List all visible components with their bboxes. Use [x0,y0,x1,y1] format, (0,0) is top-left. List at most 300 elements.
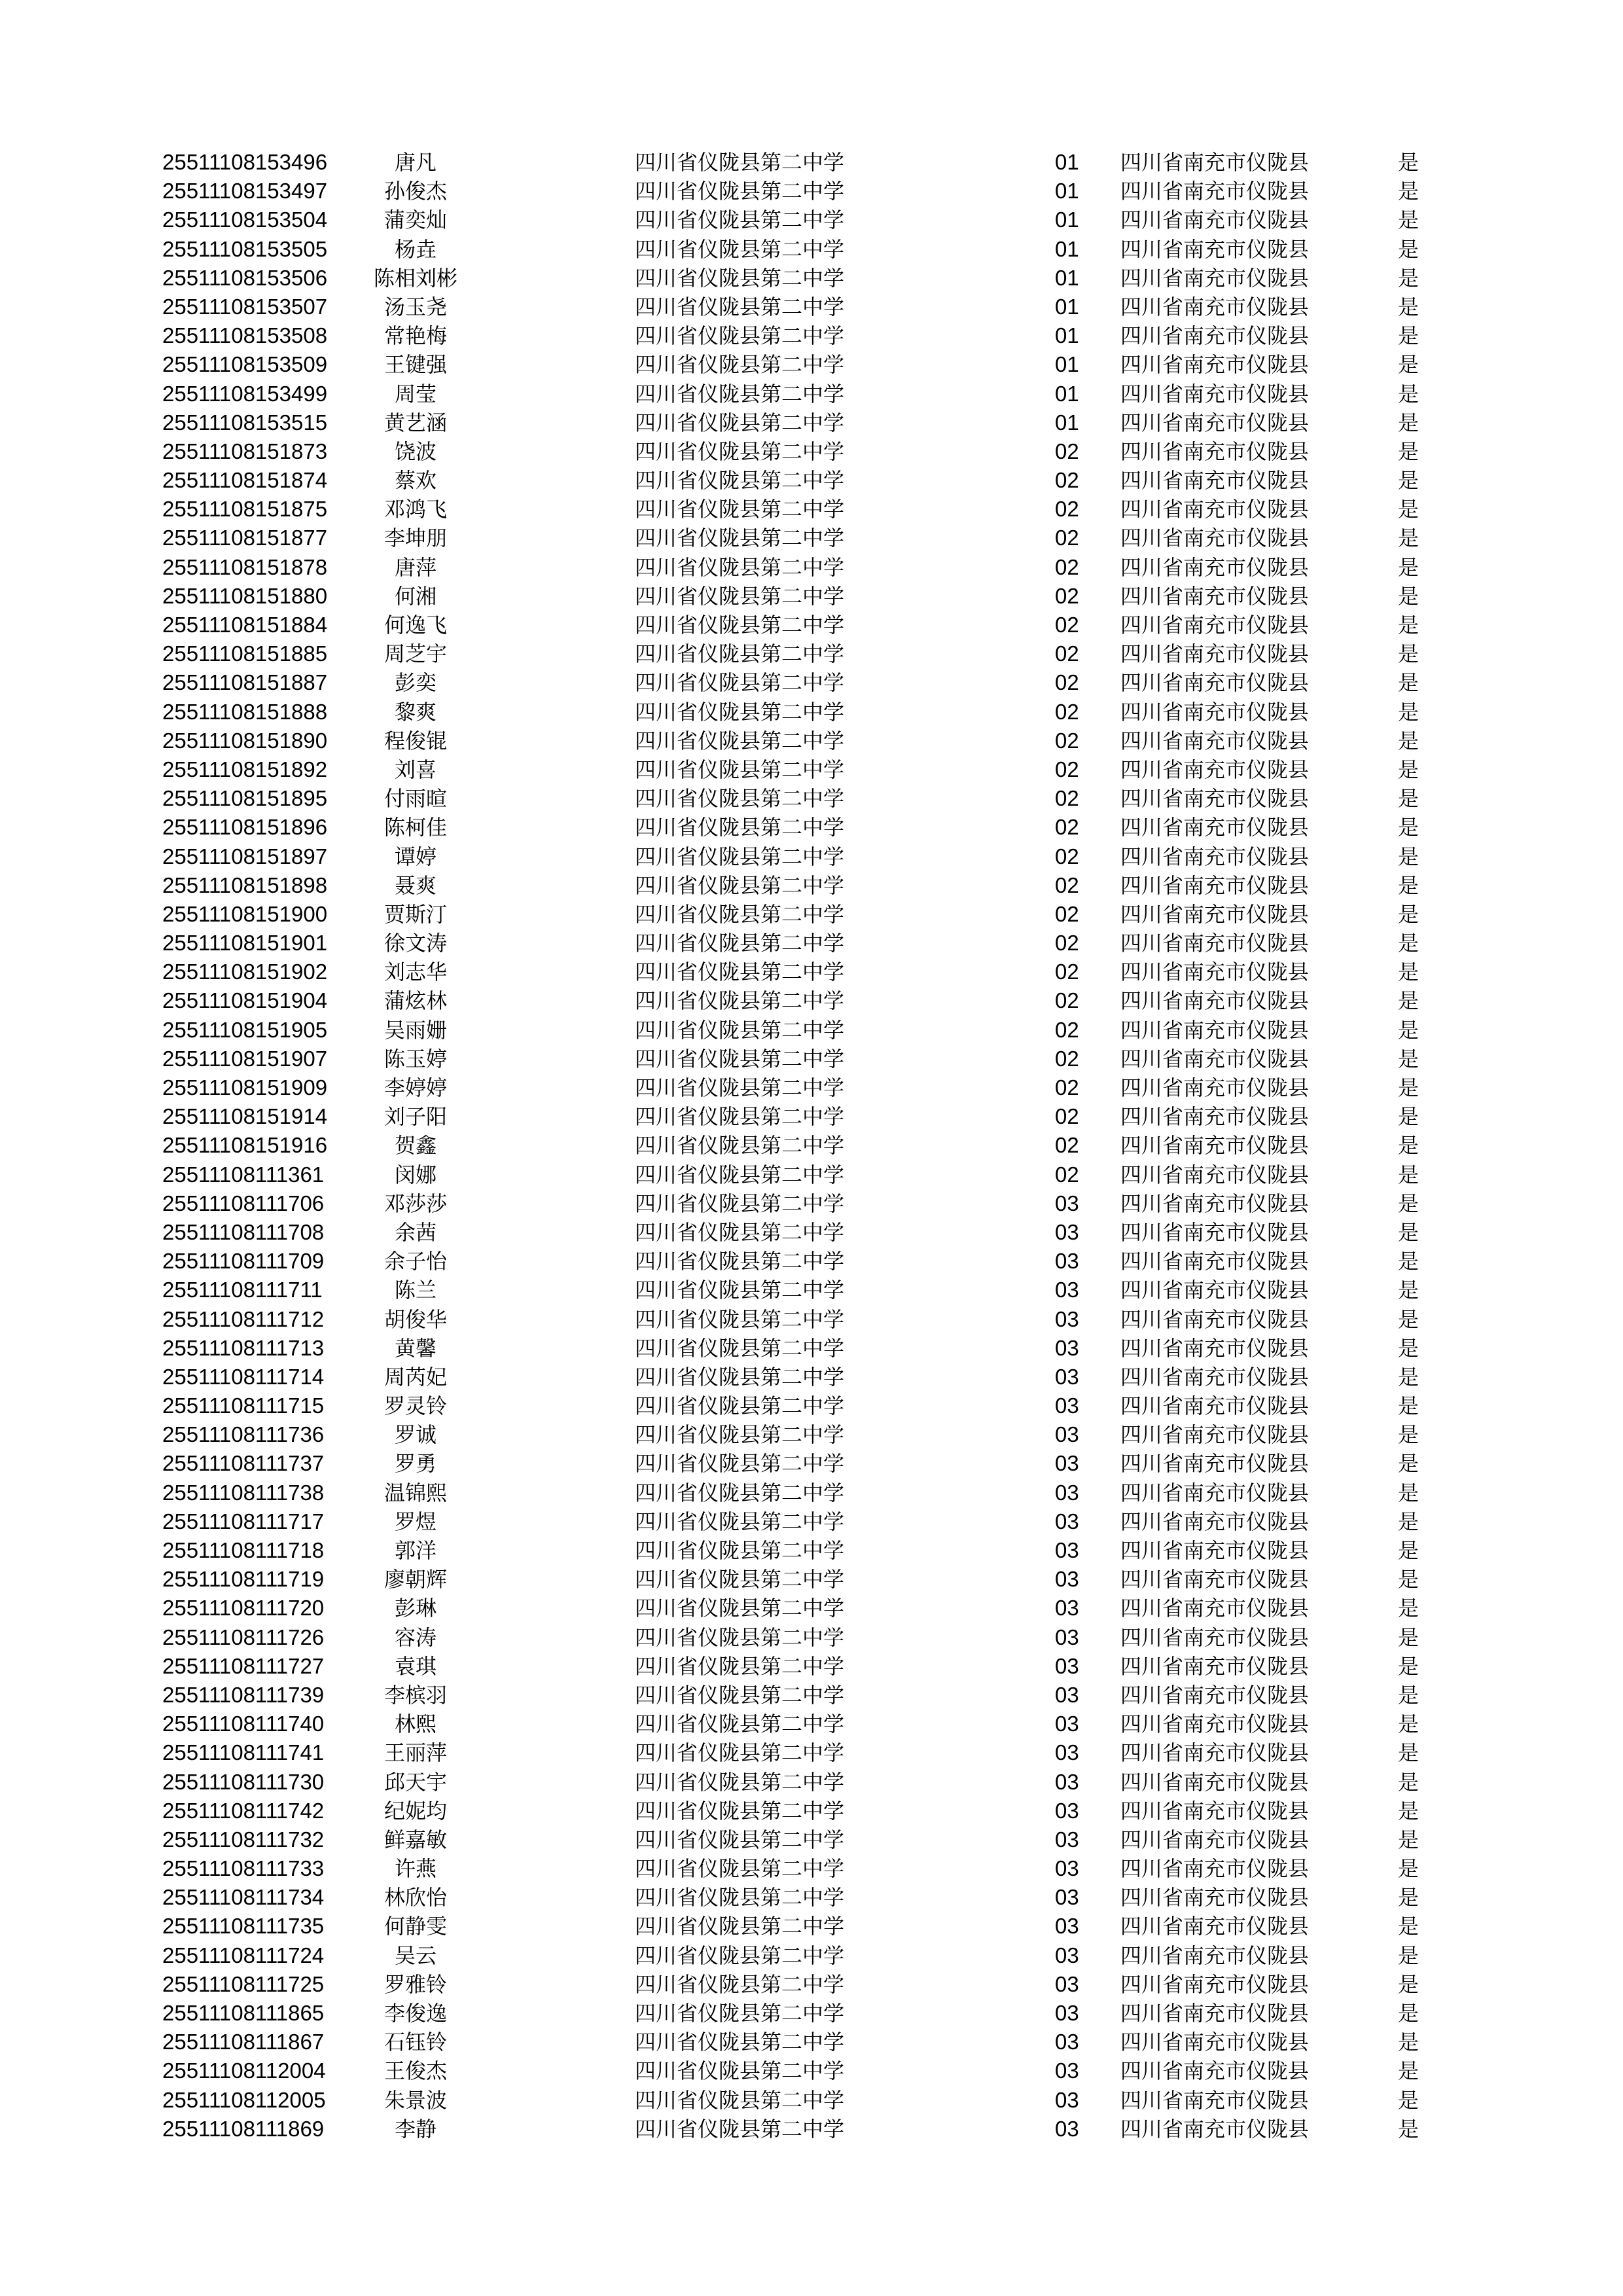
student-id-cell: 25511108151900 [162,901,328,926]
status-flag-cell: 是 [1398,1191,1419,1216]
class-code-cell: 02 [1055,554,1079,579]
table-row [0,1507,1623,1536]
status-flag-cell: 是 [1398,468,1419,493]
student-id-cell: 25511108111724 [162,1943,325,1967]
region-cell: 四川省南充市仪陇县 [1120,613,1310,637]
student-name-cell: 王键强 [383,352,447,378]
table-row [0,1016,1623,1045]
class-code-cell: 02 [1055,583,1079,608]
table-row [0,1768,1623,1797]
school-cell: 四川省仪陇县第二中学 [635,468,845,493]
status-flag-cell: 是 [1398,1046,1419,1071]
student-id-cell: 25511108151904 [162,988,328,1013]
student-id-cell: 25511108111712 [162,1306,325,1331]
table-row [0,466,1623,495]
student-id-cell: 25511108151875 [162,497,328,522]
table-row [0,1218,1623,1247]
roster-table [0,148,1623,2144]
student-id-cell: 25511108111717 [162,1509,325,1534]
school-cell: 四川省仪陇县第二中学 [635,497,845,522]
region-cell: 四川省南充市仪陇县 [1120,1335,1310,1361]
region-cell: 四川省南充市仪陇县 [1120,1971,1310,1997]
region-cell: 四川省南充市仪陇县 [1120,439,1310,464]
status-flag-cell: 是 [1398,439,1419,464]
student-name-cell: 陈相刘彬 [373,265,457,291]
class-code-cell: 03 [1055,1624,1079,1649]
region-cell: 四川省南充市仪陇县 [1120,844,1310,869]
class-code-cell: 03 [1055,1422,1079,1447]
student-id-cell: 25511108153506 [162,265,328,290]
status-flag-cell: 是 [1398,323,1419,349]
class-code-cell: 01 [1055,150,1079,174]
student-name-cell: 罗勇 [394,1451,437,1477]
region-cell: 四川省南充市仪陇县 [1120,1596,1310,1621]
class-code-cell: 03 [1055,2116,1079,2141]
table-row [0,929,1623,958]
class-code-cell: 03 [1055,1249,1079,1274]
table-row [0,177,1623,206]
table-row [0,321,1623,350]
school-cell: 四川省仪陇县第二中学 [635,1596,845,1621]
student-id-cell: 25511108111715 [162,1393,325,1418]
table-row [0,524,1623,552]
region-cell: 四川省南充市仪陇县 [1120,2030,1310,2055]
status-flag-cell: 是 [1398,1798,1419,1823]
student-name-cell: 孙俊杰 [383,179,447,204]
student-id-cell: 25511108111709 [162,1249,325,1274]
student-id-cell: 25511108151892 [162,757,328,781]
status-flag-cell: 是 [1398,931,1419,956]
student-name-cell: 余子怡 [383,1249,447,1274]
school-cell: 四川省仪陇县第二中学 [635,1278,845,1303]
region-cell: 四川省南充市仪陇县 [1120,179,1310,204]
table-row [0,1623,1623,1652]
student-id-cell: 25511108153499 [162,381,328,406]
table-row [0,1854,1623,1883]
student-id-cell: 25511108111741 [162,1740,325,1765]
table-row [0,1912,1623,1941]
school-cell: 四川省仪陇县第二中学 [635,265,845,291]
student-name-cell: 罗煜 [394,1509,437,1534]
class-code-cell: 02 [1055,439,1079,463]
class-code-cell: 03 [1055,1306,1079,1331]
status-flag-cell: 是 [1398,1364,1419,1390]
status-flag-cell: 是 [1398,497,1419,522]
school-cell: 四川省仪陇县第二中学 [635,352,845,378]
student-id-cell: 25511108112005 [162,2087,326,2112]
region-cell: 四川省南充市仪陇县 [1120,468,1310,493]
region-cell: 四川省南充市仪陇县 [1120,236,1310,262]
status-flag-cell: 是 [1398,1856,1419,1882]
student-id-cell: 25511108153504 [162,207,328,232]
table-row [0,264,1623,293]
school-cell: 四川省仪陇县第二中学 [635,1769,845,1795]
school-cell: 四川省仪陇县第二中学 [635,1798,845,1823]
school-cell: 四川省仪陇县第二中学 [635,1422,845,1448]
class-code-cell: 03 [1055,1856,1079,1881]
student-id-cell: 25511108111865 [162,2001,325,2025]
student-name-cell: 吴雨姗 [383,1017,447,1043]
school-cell: 四川省仪陇县第二中学 [635,670,845,696]
region-cell: 四川省南充市仪陇县 [1120,1653,1310,1679]
region-cell: 四川省南充市仪陇县 [1120,2087,1310,2113]
region-cell: 四川省南充市仪陇县 [1120,988,1310,1014]
school-cell: 四川省仪陇县第二中学 [635,1624,845,1650]
table-row [0,755,1623,784]
status-flag-cell: 是 [1398,1885,1419,1910]
school-cell: 四川省仪陇县第二中学 [635,1943,845,1968]
student-id-cell: 25511108151878 [162,554,328,579]
status-flag-cell: 是 [1398,179,1419,204]
student-name-cell: 杨垚 [394,236,437,262]
region-cell: 四川省南充市仪陇县 [1120,1133,1310,1158]
table-row [0,1999,1623,2028]
status-flag-cell: 是 [1398,2001,1419,2026]
school-cell: 四川省仪陇县第二中学 [635,207,845,233]
student-name-cell: 谭婷 [394,844,437,869]
school-cell: 四川省仪陇县第二中学 [635,1480,845,1505]
status-flag-cell: 是 [1398,1017,1419,1043]
school-cell: 四川省仪陇县第二中学 [635,872,845,898]
school-cell: 四川省仪陇县第二中学 [635,1335,845,1361]
school-cell: 四川省仪陇县第二中学 [635,1712,845,1737]
school-cell: 四川省仪陇县第二中学 [635,236,845,262]
student-name-cell: 朱景波 [383,2087,447,2113]
status-flag-cell: 是 [1398,1249,1419,1274]
student-name-cell: 陈柯佳 [383,815,447,840]
class-code-cell: 02 [1055,1017,1079,1042]
table-row [0,639,1623,668]
table-row [0,1797,1623,1825]
table-row [0,235,1623,264]
region-cell: 四川省南充市仪陇县 [1120,1075,1310,1100]
table-row [0,986,1623,1015]
region-cell: 四川省南充市仪陇县 [1120,1422,1310,1448]
student-id-cell: 25511108151887 [162,670,328,695]
student-id-cell: 25511108153497 [162,179,328,204]
status-flag-cell: 是 [1398,352,1419,378]
student-id-cell: 25511108151885 [162,641,328,666]
student-name-cell: 何湘 [394,583,437,609]
school-cell: 四川省仪陇县第二中学 [635,1914,845,1939]
school-cell: 四川省仪陇县第二中学 [635,1191,845,1216]
table-row [0,1391,1623,1420]
class-code-cell: 03 [1055,1682,1079,1707]
student-name-cell: 付雨暄 [383,786,447,812]
school-cell: 四川省仪陇县第二中学 [635,1017,845,1043]
status-flag-cell: 是 [1398,1769,1419,1795]
region-cell: 四川省南充市仪陇县 [1120,526,1310,551]
student-id-cell: 25511108111713 [162,1335,325,1360]
status-flag-cell: 是 [1398,1943,1419,1968]
student-name-cell: 容涛 [394,1624,437,1650]
student-name-cell: 彭奕 [394,670,437,696]
student-name-cell: 李槟羽 [383,1682,447,1708]
student-name-cell: 黎爽 [394,699,437,725]
school-cell: 四川省仪陇县第二中学 [635,1740,845,1766]
school-cell: 四川省仪陇县第二中学 [635,554,845,580]
student-id-cell: 25511108151874 [162,468,328,493]
class-code-cell: 03 [1055,1971,1079,1996]
student-id-cell: 25511108111727 [162,1653,325,1678]
status-flag-cell: 是 [1398,1827,1419,1852]
table-row [0,1825,1623,1854]
student-id-cell: 25511108111714 [162,1364,325,1389]
region-cell: 四川省南充市仪陇县 [1120,1914,1310,1939]
status-flag-cell: 是 [1398,1914,1419,1939]
region-cell: 四川省南充市仪陇县 [1120,2116,1310,2142]
table-row [0,726,1623,755]
status-flag-cell: 是 [1398,1335,1419,1361]
student-id-cell: 25511108111740 [162,1712,325,1736]
class-code-cell: 01 [1055,352,1079,377]
table-row [0,350,1623,379]
student-name-cell: 黄馨 [394,1335,437,1361]
school-cell: 四川省仪陇县第二中学 [635,1104,845,1130]
school-cell: 四川省仪陇县第二中学 [635,1827,845,1852]
school-cell: 四川省仪陇县第二中学 [635,1075,845,1100]
school-cell: 四川省仪陇县第二中学 [635,988,845,1014]
region-cell: 四川省南充市仪陇县 [1120,1191,1310,1216]
class-code-cell: 02 [1055,670,1079,695]
school-cell: 四川省仪陇县第二中学 [635,1451,845,1477]
student-name-cell: 郭洋 [394,1538,437,1563]
student-id-cell: 25511108111735 [162,1914,325,1939]
class-code-cell: 03 [1055,1943,1079,1967]
status-flag-cell: 是 [1398,1509,1419,1534]
student-name-cell: 许燕 [394,1856,437,1882]
status-flag-cell: 是 [1398,1162,1419,1187]
class-code-cell: 02 [1055,1046,1079,1071]
student-id-cell: 25511108151880 [162,583,328,608]
student-id-cell: 25511108151896 [162,815,328,840]
student-name-cell: 刘子阳 [383,1104,447,1130]
student-id-cell: 25511108111361 [162,1162,325,1187]
student-id-cell: 25511108111706 [162,1191,325,1215]
table-row [0,293,1623,321]
class-code-cell: 01 [1055,236,1079,261]
student-name-cell: 胡俊华 [383,1306,447,1332]
region-cell: 四川省南充市仪陇县 [1120,207,1310,233]
school-cell: 四川省仪陇县第二中学 [635,1393,845,1419]
student-id-cell: 25511108151897 [162,844,328,869]
student-name-cell: 何逸飞 [383,613,447,637]
student-name-cell: 温锦熙 [383,1480,447,1505]
table-row [0,900,1623,929]
table-row [0,813,1623,842]
region-cell: 四川省南充市仪陇县 [1120,150,1310,175]
table-row [0,1941,1623,1970]
student-name-cell: 罗灵铃 [383,1393,447,1419]
table-row [0,582,1623,611]
table-row [0,1883,1623,1912]
class-code-cell: 02 [1055,1104,1079,1129]
region-cell: 四川省南充市仪陇县 [1120,931,1310,956]
student-id-cell: 25511108151902 [162,960,328,984]
student-name-cell: 李婷婷 [383,1075,447,1100]
student-id-cell: 25511108151873 [162,439,328,463]
school-cell: 四川省仪陇县第二中学 [635,1133,845,1158]
student-name-cell: 贺鑫 [394,1133,437,1158]
student-id-cell: 25511108151895 [162,786,328,811]
region-cell: 四川省南充市仪陇县 [1120,1451,1310,1477]
student-id-cell: 25511108111738 [162,1480,325,1505]
table-row [0,1738,1623,1767]
status-flag-cell: 是 [1398,960,1419,985]
status-flag-cell: 是 [1398,294,1419,319]
student-name-cell: 陈玉婷 [383,1046,447,1071]
table-row [0,784,1623,813]
student-name-cell: 鲜嘉敏 [383,1827,447,1852]
school-cell: 四川省仪陇县第二中学 [635,960,845,985]
table-row [0,1363,1623,1391]
table-row [0,1102,1623,1131]
status-flag-cell: 是 [1398,1567,1419,1592]
school-cell: 四川省仪陇县第二中学 [635,2116,845,2142]
status-flag-cell: 是 [1398,1393,1419,1419]
region-cell: 四川省南充市仪陇县 [1120,583,1310,609]
student-id-cell: 25511108111720 [162,1596,325,1621]
region-cell: 四川省南充市仪陇县 [1120,352,1310,378]
school-cell: 四川省仪陇县第二中学 [635,728,845,753]
school-cell: 四川省仪陇县第二中学 [635,583,845,609]
class-code-cell: 02 [1055,641,1079,666]
table-row [0,698,1623,726]
student-name-cell: 贾斯汀 [383,901,447,927]
region-cell: 四川省南充市仪陇县 [1120,265,1310,291]
status-flag-cell: 是 [1398,410,1419,435]
status-flag-cell: 是 [1398,1596,1419,1621]
school-cell: 四川省仪陇县第二中学 [635,699,845,725]
region-cell: 四川省南充市仪陇县 [1120,757,1310,782]
table-row [0,1045,1623,1073]
table-row [0,1970,1623,1999]
table-row [0,380,1623,408]
table-row [0,408,1623,437]
student-id-cell: 25511108153496 [162,150,328,174]
class-code-cell: 03 [1055,1278,1079,1302]
class-code-cell: 02 [1055,728,1079,753]
table-row [0,1160,1623,1189]
student-name-cell: 林熙 [394,1712,437,1737]
class-code-cell: 03 [1055,1769,1079,1794]
table-row [0,1594,1623,1623]
student-id-cell: 25511108111867 [162,2030,325,2054]
status-flag-cell: 是 [1398,2087,1419,2113]
student-id-cell: 25511108151884 [162,613,328,637]
student-name-cell: 袁琪 [394,1653,437,1679]
region-cell: 四川省南充市仪陇县 [1120,497,1310,522]
student-name-cell: 余茜 [394,1219,437,1245]
student-name-cell: 周芝宇 [383,641,447,667]
region-cell: 四川省南充市仪陇县 [1120,1017,1310,1043]
status-flag-cell: 是 [1398,1682,1419,1708]
student-name-cell: 彭琳 [394,1596,437,1621]
status-flag-cell: 是 [1398,2058,1419,2084]
student-id-cell: 25511108111730 [162,1769,325,1794]
class-code-cell: 01 [1055,323,1079,348]
student-name-cell: 周莹 [394,381,437,406]
region-cell: 四川省南充市仪陇县 [1120,641,1310,667]
table-row [0,871,1623,900]
class-code-cell: 03 [1055,1191,1079,1215]
region-cell: 四川省南充市仪陇县 [1120,960,1310,985]
class-code-cell: 03 [1055,1653,1079,1678]
status-flag-cell: 是 [1398,1219,1419,1245]
class-code-cell: 03 [1055,1712,1079,1736]
school-cell: 四川省仪陇县第二中学 [635,1971,845,1997]
status-flag-cell: 是 [1398,1712,1419,1737]
region-cell: 四川省南充市仪陇县 [1120,1943,1310,1968]
student-id-cell: 25511108111711 [162,1278,323,1302]
class-code-cell: 02 [1055,844,1079,869]
table-row [0,1681,1623,1710]
student-name-cell: 李俊逸 [383,2001,447,2026]
status-flag-cell: 是 [1398,2030,1419,2055]
region-cell: 四川省南充市仪陇县 [1120,1249,1310,1274]
school-cell: 四川省仪陇县第二中学 [635,1249,845,1274]
student-id-cell: 25511108151901 [162,931,328,956]
student-id-cell: 25511108151888 [162,699,328,724]
class-code-cell: 03 [1055,2087,1079,2112]
school-cell: 四川省仪陇县第二中学 [635,1364,845,1390]
student-name-cell: 何静雯 [383,1914,447,1939]
student-name-cell: 邓莎莎 [383,1191,447,1216]
status-flag-cell: 是 [1398,1278,1419,1303]
school-cell: 四川省仪陇县第二中学 [635,381,845,406]
school-cell: 四川省仪陇县第二中学 [635,641,845,667]
student-name-cell: 陈兰 [394,1278,437,1303]
class-code-cell: 02 [1055,901,1079,926]
table-row [0,1420,1623,1449]
region-cell: 四川省南充市仪陇县 [1120,786,1310,812]
class-code-cell: 03 [1055,1451,1079,1476]
class-code-cell: 03 [1055,2058,1079,2083]
student-id-cell: 25511108151907 [162,1046,328,1071]
student-name-cell: 徐文涛 [383,931,447,956]
table-row [0,148,1623,177]
status-flag-cell: 是 [1398,150,1419,175]
school-cell: 四川省仪陇县第二中学 [635,323,845,349]
student-id-cell: 25511108112004 [162,2058,326,2083]
class-code-cell: 03 [1055,1393,1079,1418]
school-cell: 四川省仪陇县第二中学 [635,844,845,869]
table-row [0,1073,1623,1102]
student-name-cell: 李静 [394,2116,437,2142]
school-cell: 四川省仪陇县第二中学 [635,757,845,782]
region-cell: 四川省南充市仪陇县 [1120,1827,1310,1852]
student-id-cell: 25511108151877 [162,526,328,550]
status-flag-cell: 是 [1398,670,1419,696]
student-id-cell: 25511108111739 [162,1682,325,1707]
class-code-cell: 02 [1055,1133,1079,1158]
school-cell: 四川省仪陇县第二中学 [635,439,845,464]
student-name-cell: 邓鸿飞 [383,497,447,522]
status-flag-cell: 是 [1398,815,1419,840]
class-code-cell: 02 [1055,468,1079,493]
class-code-cell: 03 [1055,1885,1079,1910]
class-code-cell: 03 [1055,2030,1079,2054]
table-row [0,495,1623,524]
status-flag-cell: 是 [1398,699,1419,725]
student-name-cell: 汤玉尧 [383,294,447,319]
student-name-cell: 程俊锟 [383,728,447,753]
class-code-cell: 02 [1055,613,1079,637]
table-row [0,1247,1623,1276]
region-cell: 四川省南充市仪陇县 [1120,2058,1310,2084]
class-code-cell: 02 [1055,757,1079,781]
region-cell: 四川省南充市仪陇县 [1120,1306,1310,1332]
